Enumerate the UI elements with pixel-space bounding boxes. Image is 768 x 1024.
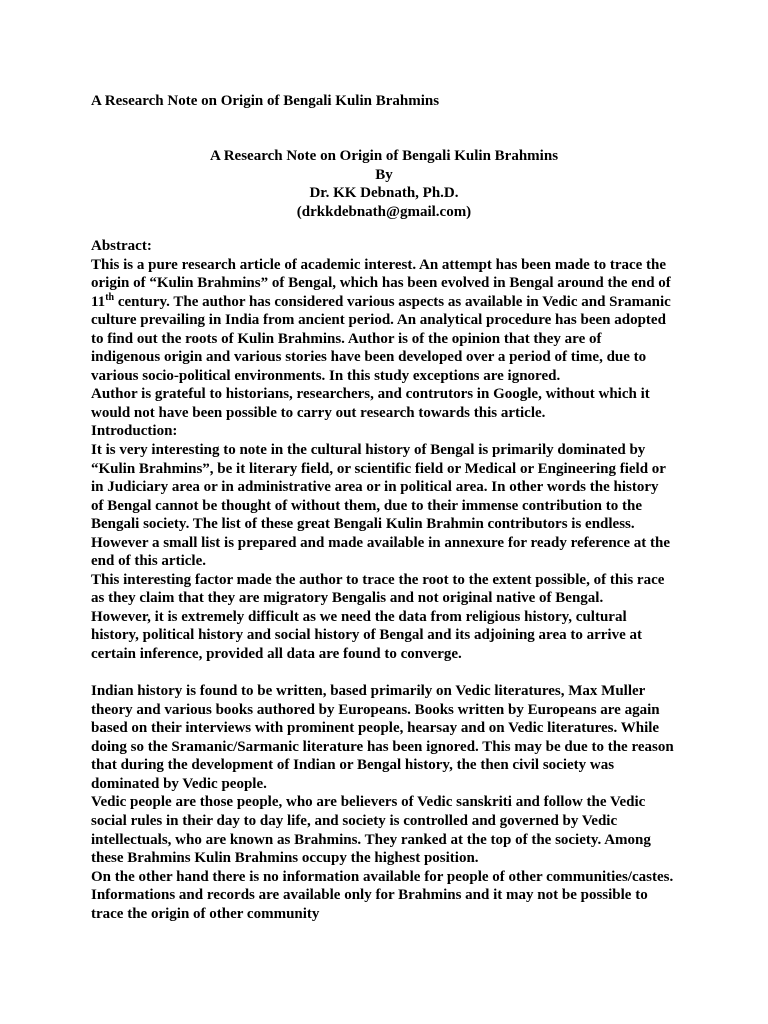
text-line: Indian history is found to be written, based primarily on Vedic literatures, Max Muller — [91, 683, 646, 700]
text-line: trace the origin of other community — [91, 905, 320, 922]
text-line: of Bengal cannot be thought of without them, due to their immense contribution to the — [91, 497, 642, 514]
text-line: This interesting factor made the author to trace the root to the extent possible, of this race — [91, 571, 665, 588]
text-line: Informations and records are available only for Brahmins and it may not be possible to — [91, 887, 648, 904]
text-line: It is very interesting to note in the cultural history of Bengal is primarily dominated by — [91, 442, 646, 459]
text-line: various socio-political environments. In this study exceptions are ignored. — [91, 367, 561, 384]
article-header — [0, 147, 768, 221]
text-line — [91, 664, 691, 683]
line-text-end: century. The author has considered various aspects as available in Vedic and Sramanic — [114, 293, 671, 310]
text-line: these Brahmins Kulin Brahmins occupy the highest position. — [91, 850, 479, 867]
text-line: Abstract: — [91, 238, 152, 254]
text-line: doing so the Sramanic/Sarmanic literature has been ignored. This may be due to the reason — [91, 738, 674, 755]
text-line: social rules in their day to day life, and society is controlled and governed by Vedic — [91, 812, 618, 829]
ordinal-superscript: th — [105, 291, 115, 303]
text-line: end of this article. — [91, 553, 206, 570]
text-line: On the other hand there is no information available for people of other communities/castes. — [91, 868, 674, 885]
document-title: A Research Note on Origin of Bengali Kulin Brahmins — [91, 93, 440, 109]
article-title: A Research Note on Origin of Bengali Kulin Brahmins — [209, 148, 559, 164]
text-line: This is a pure research article of academic interest. An attempt has been made to trace the — [91, 256, 667, 273]
text-line: Bengali society. The list of these great Bengali Kulin Brahmin contributors is endless. — [91, 516, 635, 533]
text-line: that during the development of Indian or Bengal history, the then civil society was — [91, 757, 615, 774]
text-line: Introduction: — [91, 423, 178, 440]
text-line: culture prevailing in India from ancient period. An analytical procedure has been adopted — [91, 312, 666, 329]
article-body — [91, 237, 691, 923]
text-line: history, political history and social history of Bengal and its adjoining area to arrive at — [91, 627, 642, 644]
text-line: as they claim that they are migratory Bengalis and not original native of Bengal. — [91, 590, 604, 607]
line-text-start: 11 — [91, 293, 106, 310]
text-line: in Judiciary area or in administrative area or in political area. In other words the history — [91, 479, 659, 496]
article-author: Dr. KK Debnath, Ph.D. — [309, 185, 459, 201]
article-by: By — [375, 166, 393, 183]
text-line: Vedic people are those people, who are believers of Vedic sanskriti and follow the Vedic — [91, 794, 646, 811]
text-line: indigenous origin and various stories have been developed over a period of time, due to — [91, 349, 647, 366]
text-line: intellectuals, who are known as Brahmins. They ranked at the top of the society. Among — [91, 831, 651, 848]
text-line: certain inference, provided all data are found to converge. — [91, 646, 462, 663]
text-line: to find out the roots of Kulin Brahmins. Author is of the opinion that they are of — [91, 330, 602, 347]
text-line: theory and various books authored by Europeans. Books written by Europeans are again — [91, 701, 660, 718]
article-email: (drkkdebnath@gmail.com) — [296, 203, 472, 220]
text-line: However, it is extremely difficult as we need the data from religious history, cultural — [91, 608, 627, 625]
text-line: based on their interviews with prominent people, hearsay and on Vedic literatures. While — [91, 720, 660, 737]
text-line: origin of “Kulin Brahmins” of Bengal, which has been evolved in Bengal around the end of — [91, 275, 671, 292]
text-line: “Kulin Brahmins”, be it literary field, or scientific field or Medical or Engineering field or — [91, 460, 666, 477]
text-line — [91, 293, 691, 312]
text-line: dominated by Vedic people. — [91, 775, 267, 792]
text-line: Author is grateful to historians, researchers, and contrutors in Google, without which it — [91, 386, 650, 403]
text-line: would not have been possible to carry out research towards this article. — [91, 404, 546, 421]
text-line: However a small list is prepared and made available in annexure for ready reference at the — [91, 534, 670, 551]
